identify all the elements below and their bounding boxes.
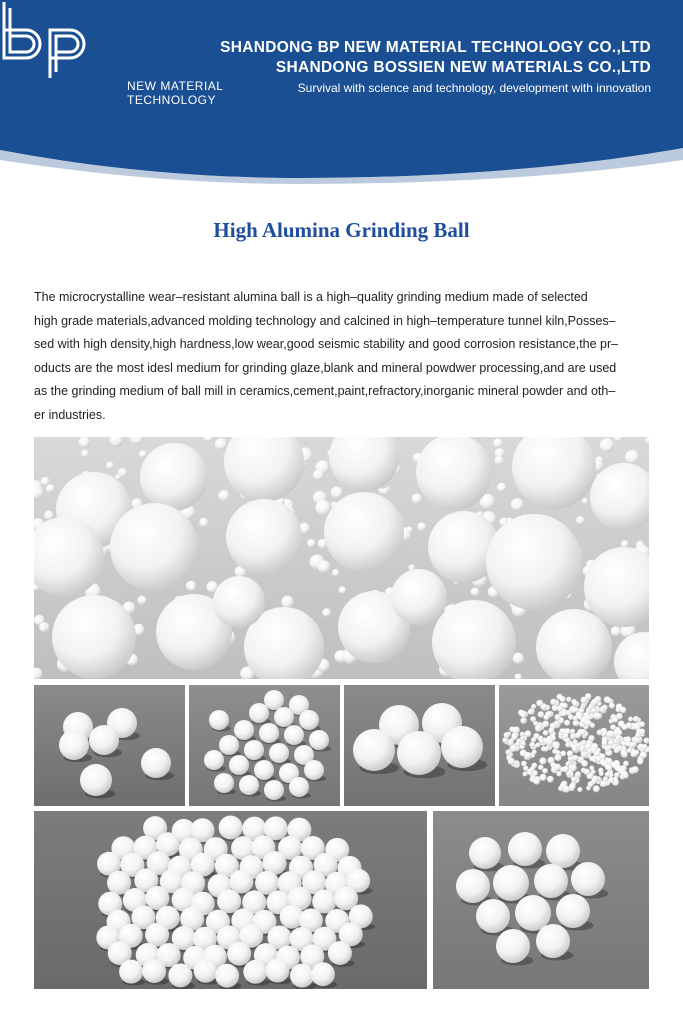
- alumina-ball: [570, 764, 577, 771]
- alumina-ball: [226, 499, 302, 575]
- alumina-ball: [324, 492, 404, 572]
- alumina-ball: [623, 761, 629, 767]
- alumina-ball: [599, 771, 604, 776]
- alumina-ball: [397, 731, 441, 775]
- alumina-ball: [626, 722, 633, 729]
- alumina-ball: [318, 560, 331, 573]
- alumina-ball: [536, 924, 570, 958]
- alumina-ball: [229, 755, 249, 775]
- alumina-ball: [254, 760, 274, 780]
- alumina-ball: [605, 772, 610, 777]
- alumina-ball: [563, 786, 570, 793]
- alumina-ball: [512, 653, 523, 664]
- alumina-ball: [137, 596, 146, 605]
- alumina-ball: [591, 708, 596, 713]
- alumina-ball: [539, 774, 546, 781]
- alumina-ball: [412, 493, 422, 503]
- alumina-ball: [555, 714, 561, 720]
- alumina-ball: [550, 699, 556, 705]
- alumina-ball: [634, 750, 640, 756]
- description-line: The microcrystalline wear–resistant alumina ball is a high–quality grinding medium made of selected: [34, 290, 588, 304]
- alumina-ball: [313, 469, 324, 480]
- alumina-ball: [239, 775, 259, 795]
- header-banner: [0, 0, 683, 210]
- alumina-ball: [543, 714, 549, 720]
- description-line: sed with high density,high hardness,low wear,good seismic stability and good corrosion resistance,the pr–: [34, 337, 619, 351]
- alumina-ball: [44, 511, 54, 521]
- scattered-balls-photo: [189, 685, 340, 806]
- alumina-ball: [528, 770, 533, 775]
- alumina-ball: [572, 746, 578, 752]
- alumina-ball: [539, 757, 546, 764]
- slogan: Survival with science and technology, development with innovation: [297, 81, 651, 95]
- header-wave-background: [0, 0, 683, 210]
- alumina-ball: [579, 729, 585, 735]
- alumina-ball: [565, 742, 570, 747]
- alumina-ball: [564, 720, 570, 726]
- alumina-ball: [535, 725, 542, 732]
- alumina-ball: [284, 725, 304, 745]
- alumina-ball: [560, 751, 566, 757]
- alumina-ball: [497, 483, 506, 492]
- description-line: high grade materials,advanced molding technology and calcined in high–temperature tunnel kiln,Posses–: [34, 313, 616, 328]
- alumina-ball: [562, 703, 568, 709]
- company-block: [220, 38, 651, 97]
- alumina-ball: [593, 785, 600, 792]
- alumina-ball: [269, 743, 289, 763]
- alumina-ball: [209, 710, 229, 730]
- alumina-ball: [538, 765, 543, 770]
- alumina-ball: [546, 834, 580, 868]
- alumina-ball: [538, 711, 544, 717]
- alumina-ball: [523, 766, 528, 771]
- page-title: High Alumina Grinding Ball: [213, 218, 470, 242]
- alumina-ball: [106, 462, 114, 470]
- alumina-ball: [416, 437, 492, 510]
- alumina-ball: [494, 456, 503, 465]
- small-beads-image: [499, 685, 649, 806]
- description-line: oducts are the most idesl medium for grinding glaze,blank and mineral powdwer processing,and are used: [34, 360, 617, 375]
- alumina-ball: [632, 766, 639, 773]
- alumina-ball: [328, 941, 352, 965]
- alumina-ball: [608, 731, 615, 738]
- alumina-ball: [533, 733, 539, 739]
- alumina-ball: [46, 484, 55, 493]
- alumina-ball: [531, 704, 536, 709]
- alumina-ball: [145, 923, 169, 947]
- alumina-ball: [635, 733, 640, 738]
- alumina-ball: [625, 450, 639, 464]
- alumina-ball: [543, 747, 548, 752]
- alumina-ball: [511, 746, 517, 752]
- alumina-ball: [515, 895, 551, 931]
- alumina-ball: [322, 608, 331, 617]
- alumina-ball: [523, 771, 528, 776]
- five-balls-photo: [34, 685, 185, 806]
- alumina-ball: [582, 498, 588, 504]
- alumina-ball: [633, 716, 639, 722]
- alumina-ball: [469, 837, 501, 869]
- alumina-ball: [596, 713, 601, 718]
- alumina-ball: [456, 869, 490, 903]
- alumina-ball: [219, 816, 243, 840]
- alumina-ball: [40, 625, 46, 631]
- product-description: [34, 286, 644, 427]
- ball-pile-photo: [34, 811, 427, 989]
- alumina-ball: [41, 477, 50, 486]
- alumina-ball: [536, 742, 541, 747]
- alumina-ball: [614, 747, 620, 753]
- alumina-ball: [600, 438, 614, 452]
- alumina-ball: [637, 758, 643, 764]
- alumina-ball: [532, 750, 537, 755]
- alumina-ball: [548, 728, 554, 734]
- alumina-ball: [505, 749, 511, 755]
- alumina-ball: [536, 700, 543, 707]
- alumina-ball: [249, 703, 269, 723]
- alumina-ball: [530, 716, 536, 722]
- alumina-ball: [560, 696, 566, 702]
- alumina-ball: [567, 750, 573, 756]
- alumina-ball: [543, 730, 549, 736]
- alumina-ball: [542, 721, 549, 728]
- alumina-ball: [234, 720, 254, 740]
- alumina-ball: [486, 514, 582, 610]
- alumina-ball: [584, 769, 590, 775]
- alumina-ball: [119, 960, 143, 984]
- logo-text-line2: TECHNOLOGY: [127, 93, 217, 107]
- alumina-ball: [608, 777, 614, 783]
- alumina-ball: [539, 739, 544, 744]
- alumina-ball: [244, 740, 264, 760]
- alumina-ball: [304, 760, 324, 780]
- alumina-ball: [142, 959, 166, 983]
- alumina-ball: [623, 772, 629, 778]
- alumina-ball: [89, 725, 119, 755]
- alumina-ball: [417, 522, 426, 531]
- alumina-ball: [554, 721, 560, 727]
- alumina-ball: [243, 960, 267, 984]
- alumina-ball: [508, 758, 515, 765]
- alumina-ball: [214, 773, 234, 793]
- alumina-ball: [521, 713, 526, 718]
- alumina-ball: [568, 714, 574, 720]
- alumina-ball: [621, 540, 629, 548]
- alumina-ball: [581, 697, 588, 704]
- alumina-ball: [641, 752, 647, 758]
- alumina-ball: [556, 750, 561, 755]
- alumina-ball: [594, 751, 600, 757]
- alumina-ball: [219, 735, 239, 755]
- alumina-ball: [140, 443, 208, 511]
- alumina-ball: [609, 703, 615, 709]
- alumina-ball: [266, 959, 290, 983]
- alumina-ball: [617, 730, 622, 735]
- alumina-ball: [525, 752, 532, 759]
- alumina-ball: [576, 743, 581, 748]
- alumina-ball: [353, 729, 395, 771]
- alumina-ball: [602, 740, 608, 746]
- alumina-ball: [574, 707, 579, 712]
- alumina-ball: [554, 745, 559, 750]
- four-balls-image: [344, 685, 495, 806]
- alumina-ball: [577, 787, 582, 792]
- alumina-ball: [332, 569, 339, 576]
- alumina-ball: [613, 717, 618, 722]
- alumina-ball: [441, 726, 483, 768]
- alumina-ball: [547, 776, 554, 783]
- alumina-ball: [299, 710, 319, 730]
- alumina-ball: [81, 450, 89, 458]
- alumina-ball: [52, 595, 136, 679]
- alumina-ball: [217, 889, 241, 913]
- alumina-ball: [281, 596, 293, 608]
- alumina-ball: [339, 586, 346, 593]
- alumina-ball: [307, 539, 316, 548]
- alumina-ball: [556, 894, 590, 928]
- alumina-ball: [581, 760, 588, 767]
- description-line: as the grinding medium of ball mill in ceramics,cement,paint,refractory,inorganic mineral powder and oth–: [34, 384, 616, 398]
- description-line: er industries.: [34, 407, 106, 422]
- alumina-ball: [524, 730, 531, 737]
- main-balls-image: [34, 437, 649, 679]
- alumina-ball: [311, 962, 335, 986]
- alumina-ball: [511, 734, 517, 740]
- alumina-ball: [274, 707, 294, 727]
- ball-cluster-image: [433, 811, 649, 989]
- alumina-ball: [597, 730, 603, 736]
- alumina-ball: [563, 733, 568, 738]
- alumina-ball: [572, 700, 578, 706]
- alumina-ball: [607, 698, 612, 703]
- alumina-ball: [309, 730, 329, 750]
- alumina-ball: [517, 738, 522, 743]
- alumina-ball: [533, 778, 540, 785]
- alumina-ball: [588, 735, 594, 741]
- ball-pile-image: [34, 811, 427, 989]
- alumina-ball: [581, 740, 586, 745]
- alumina-ball: [204, 750, 224, 770]
- alumina-ball: [141, 748, 171, 778]
- alumina-ball: [561, 711, 567, 717]
- alumina-ball: [581, 751, 587, 757]
- alumina-ball: [611, 626, 621, 636]
- alumina-ball: [566, 697, 571, 702]
- alumina-ball: [570, 729, 575, 734]
- alumina-ball: [520, 718, 526, 724]
- four-balls-photo: [344, 685, 495, 806]
- alumina-ball: [493, 865, 529, 901]
- alumina-ball: [118, 468, 127, 477]
- logo-text-line1: NEW MATERIAL: [127, 79, 224, 93]
- scattered-balls-image: [189, 685, 340, 806]
- alumina-ball: [610, 724, 616, 730]
- alumina-ball: [566, 771, 571, 776]
- alumina-ball: [592, 699, 598, 705]
- alumina-ball: [391, 569, 447, 625]
- alumina-ball: [534, 864, 568, 898]
- five-balls-image: [34, 685, 185, 806]
- alumina-ball: [603, 776, 608, 781]
- bp-logo-icon: [0, 0, 100, 80]
- alumina-ball: [572, 755, 578, 761]
- alumina-ball: [199, 518, 208, 527]
- alumina-ball: [520, 732, 525, 737]
- alumina-ball: [227, 942, 251, 966]
- alumina-ball: [551, 735, 556, 740]
- alumina-ball: [575, 771, 581, 777]
- alumina-ball: [585, 720, 591, 726]
- alumina-ball: [406, 527, 413, 534]
- alumina-ball: [620, 707, 627, 714]
- alumina-ball: [554, 764, 561, 771]
- alumina-ball: [529, 742, 535, 748]
- alumina-ball: [264, 780, 284, 800]
- company-name-1: SHANDONG BP NEW MATERIAL TECHNOLOGY CO.,LTD: [220, 39, 651, 56]
- alumina-ball: [542, 768, 548, 774]
- alumina-ball: [513, 726, 520, 733]
- alumina-ball: [576, 516, 584, 524]
- alumina-ball: [168, 963, 192, 987]
- alumina-ball: [139, 450, 147, 458]
- alumina-ball: [213, 576, 265, 628]
- alumina-ball: [259, 723, 279, 743]
- company-name-2: SHANDONG BOSSIEN NEW MATERIALS CO.,LTD: [275, 59, 651, 76]
- ball-cluster-photo: [433, 811, 649, 989]
- main-balls-photo: [34, 437, 649, 679]
- small-beads-photo: [499, 685, 649, 806]
- alumina-ball: [608, 740, 614, 746]
- alumina-ball: [528, 710, 533, 715]
- alumina-ball: [607, 766, 613, 772]
- alumina-ball: [616, 735, 622, 741]
- alumina-ball: [290, 964, 314, 988]
- alumina-ball: [215, 438, 227, 450]
- alumina-ball: [215, 964, 239, 988]
- alumina-ball: [508, 832, 542, 866]
- alumina-ball: [504, 732, 510, 738]
- alumina-ball: [502, 737, 508, 743]
- alumina-ball: [476, 899, 510, 933]
- alumina-ball: [471, 587, 480, 596]
- alumina-ball: [315, 500, 331, 516]
- alumina-ball: [511, 498, 524, 511]
- alumina-ball: [496, 929, 530, 963]
- alumina-ball: [571, 862, 605, 896]
- logo-text: [127, 79, 223, 107]
- alumina-ball: [628, 717, 633, 722]
- alumina-ball: [218, 490, 229, 501]
- alumina-ball: [194, 959, 218, 983]
- alumina-ball: [588, 781, 594, 787]
- alumina-ball: [622, 751, 628, 757]
- alumina-ball: [80, 764, 112, 796]
- alumina-ball: [331, 486, 343, 498]
- alumina-ball: [602, 704, 608, 710]
- alumina-ball: [630, 742, 636, 748]
- alumina-ball: [59, 730, 89, 760]
- alumina-ball: [493, 438, 502, 447]
- alumina-ball: [289, 777, 309, 797]
- alumina-ball: [188, 583, 195, 590]
- alumina-ball: [641, 744, 647, 750]
- alumina-ball: [562, 766, 568, 772]
- alumina-ball: [110, 503, 198, 591]
